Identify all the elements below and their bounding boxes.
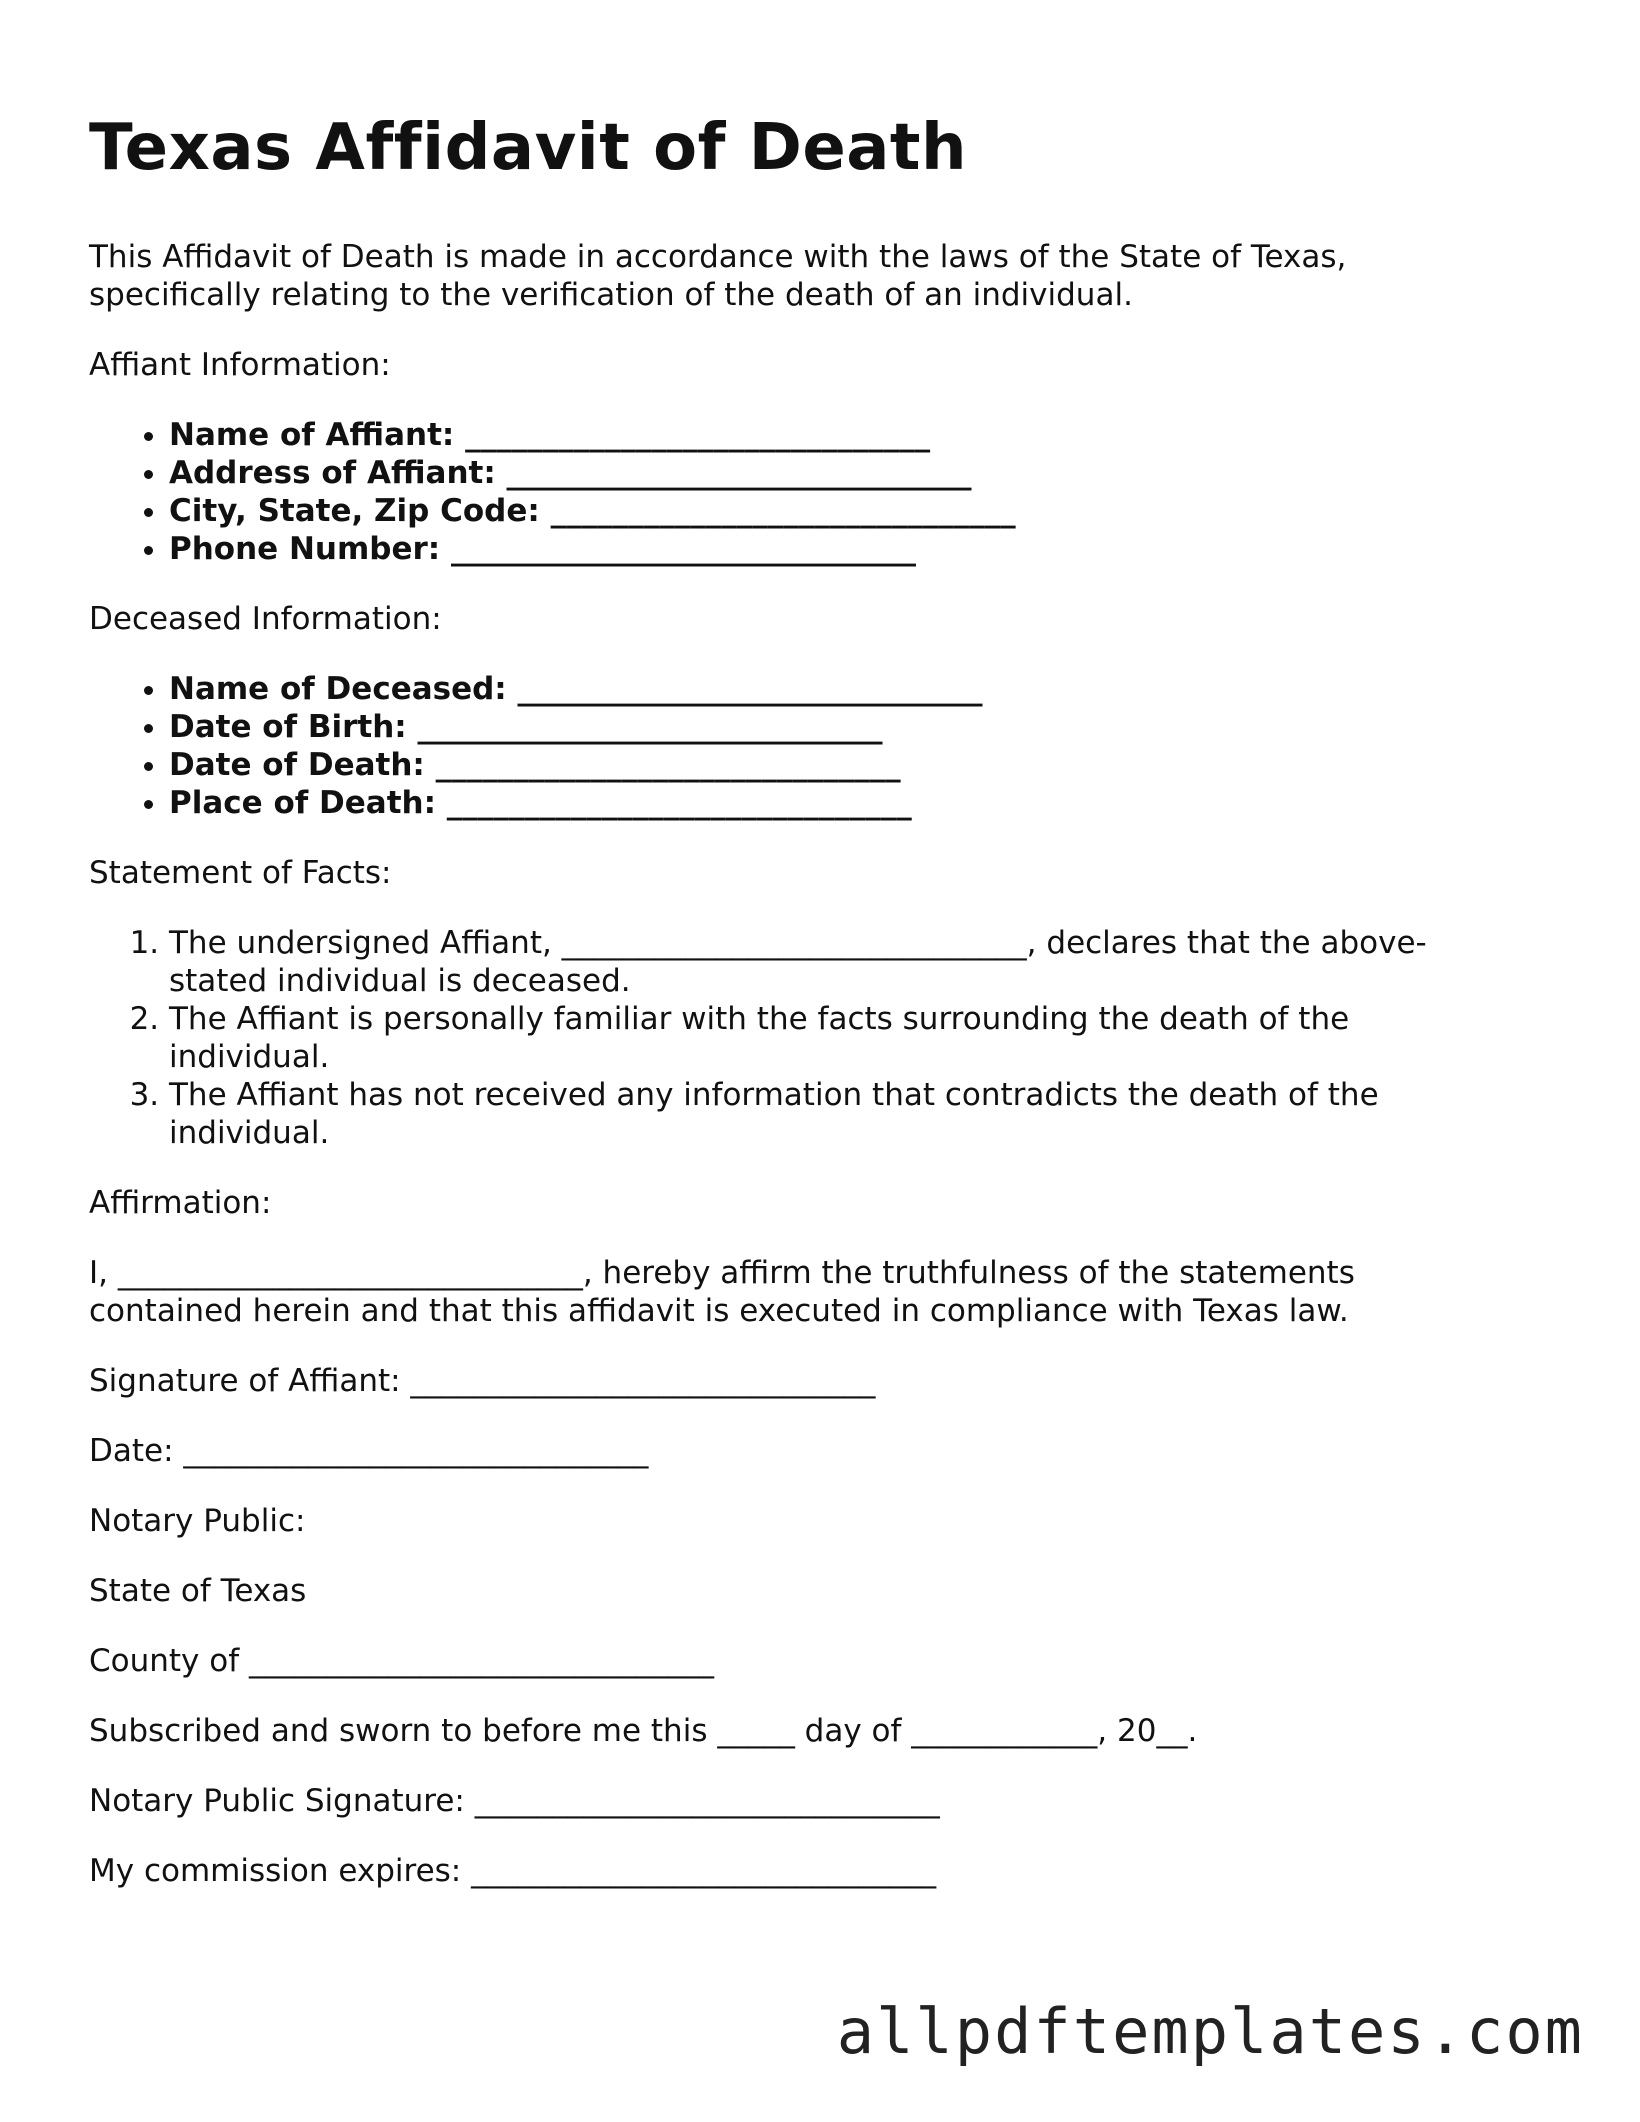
facts-list [89,924,1509,1152]
fact-item: 3. The Affiant has not received any information that contradicts the death of the individual. [169,1076,1509,1152]
affiant-signature-field[interactable]: Signature of Affiant: ______________________________ [89,1363,876,1399]
deceased-info-list [89,670,1509,822]
deceased-death-date-field[interactable]: • Date of Death: ______________________________ [169,746,1509,784]
fact-item: 2. The Affiant is personally familiar with the facts surrounding the death of the individual. [169,1000,1509,1076]
notary-state: State of Texas [89,1573,307,1609]
document-title: Texas Affidavit of Death [89,111,968,185]
affiant-address-field[interactable]: • Address of Affiant: ______________________________ [169,454,1509,492]
affidavit-document [89,108,1509,1922]
intro-paragraph: This Affidavit of Death is made in accordance with the laws of the State of Texas, specifically relating to the verification of the death of an individual. [89,239,1347,313]
date-field[interactable]: Date: ______________________________ [89,1433,649,1469]
affiant-phone-field[interactable]: • Phone Number: ______________________________ [169,530,1509,568]
affiant-info-list [89,416,1509,568]
affiant-city-state-zip-field[interactable]: • City, State, Zip Code: ______________________________ [169,492,1509,530]
commission-expiry-field[interactable]: My commission expires: ______________________________ [89,1853,937,1889]
affiant-name-field[interactable]: • Name of Affiant: ______________________________ [169,416,1509,454]
affirmation-heading: Affirmation: [89,1185,272,1221]
affiant-section-heading: Affiant Information: [89,347,391,383]
notary-heading: Notary Public: [89,1503,306,1539]
notary-sworn-line[interactable]: Subscribed and sworn to before me this _____ day of ____________, 20__. [89,1713,1198,1749]
affirmation-text[interactable]: I, ______________________________, hereby affirm the truthfulness of the statements contained herein and that this affidavit is executed in compliance with Texas law. [89,1255,1355,1329]
facts-section-heading: Statement of Facts: [89,855,392,891]
notary-signature-field[interactable]: Notary Public Signature: ______________________________ [89,1783,940,1819]
watermark-logo: allpdftemplates.com [836,1995,1584,2068]
deceased-birth-date-field[interactable]: • Date of Birth: ______________________________ [169,708,1509,746]
fact-item[interactable]: 1. The undersigned Affiant, ______________________________, declares that the above-stated individual is deceased. [169,924,1509,1000]
deceased-death-place-field[interactable]: • Place of Death: ______________________________ [169,784,1509,822]
deceased-section-heading: Deceased Information: [89,601,442,637]
notary-county-field[interactable]: County of ______________________________ [89,1643,714,1679]
deceased-name-field[interactable]: • Name of Deceased: ______________________________ [169,670,1509,708]
